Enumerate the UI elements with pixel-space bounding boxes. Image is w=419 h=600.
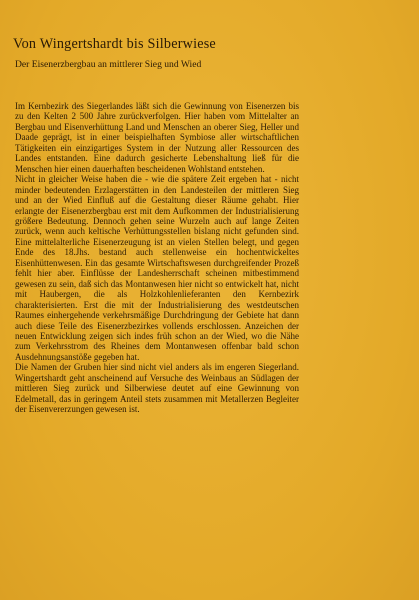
blurb-text xyxy=(15,101,299,415)
book-subtitle: Der Eisenerzbergbau an mittlerer Sieg und Wied xyxy=(15,59,202,70)
book-title: Von Wingertshardt bis Silberwiese xyxy=(13,36,216,52)
paragraph-2: Nicht in gleicher Weise haben die - wie die spätere Zeit ergeben hat - nicht minder bedeutenden Erzlagerstätten in den Landesteilen der mittleren Sieg und an der Wied Einfluß auf die Gestaltung dieser Räume gehabt. Hier erlangte der Eisenerzbergbau erst mit dem Aufkommen der Industrialisierung größere Bedeutung. Dennoch gehen seine Wurzeln auch auf lange Zeiten zurück, wenn auch keltische Verhüttungsstellen bislang nicht gefunden sind. Eine mittelalterliche Eisenerzeugung ist an vielen Stellen belegt, und gegen Ende des 18.Jhs. bestand auch stellenweise ein hochentwickeltes Eisenhüttenwesen. Ein das gesamte Wirtschaftswesen durchgreifender Prozeß fehlt hier aber. Einflüsse der Landesherrschaft scheinen mitbestimmend gewesen zu sein, daß sich das Montanwesen hier nicht so entwickelt hat, nicht mit Haubergen, die als Holzkohlenlieferanten den Kernbezirk charakterisierten. Erst die mit der Industrialisierung des westdeutschen Raumes einhergehende verkehrsmäßige Durchdringung der Gebiete hat dann auch diese Teile des Eisenerzbezirkes vollends erschlossen. Anzeichen der neuen Entwicklung zeigen sich indes früh schon an der Wied, wo die Nähe zum Verkehrsstrom des Rheines dem Montanwesen offenbar bald schon Ausdehnungsanstöße gegeben hat. xyxy=(15,174,299,362)
paragraph-1: Im Kernbezirk des Siegerlandes läßt sich die Gewinnung von Eisenerzen bis zu den Kelten 2 500 Jahre zurückverfolgen. Hier haben vom Mittelalter an Bergbau und Eisenverhüttung Land und Menschen an oberer Sieg, Heller und Daade geprägt, ist in einer beispielhaften Symbiose aller wirtschaftlichen Tätigkeiten ein einzigartiges System in der Nutzung aller Ressourcen des Landes entstanden. Eine dadurch gesicherte Lebenshaltung ließ für die Menschen hier einen dauerhaften bescheidenen Wohlstand entstehen. xyxy=(15,101,299,174)
paragraph-3: Die Namen der Gruben hier sind nicht viel anders als im engeren Siegerland. Wingertshardt geht anscheinend auf Versuche des Weinbaus an Südlagen der mittleren Sieg zurück und Silberwiese deutet auf eine Gewinnung von Edelmetall, das in geringem Anteil stets zusammen mit Metallerzen Begleiter der Eisenvererzungen gewesen ist. xyxy=(15,362,299,415)
